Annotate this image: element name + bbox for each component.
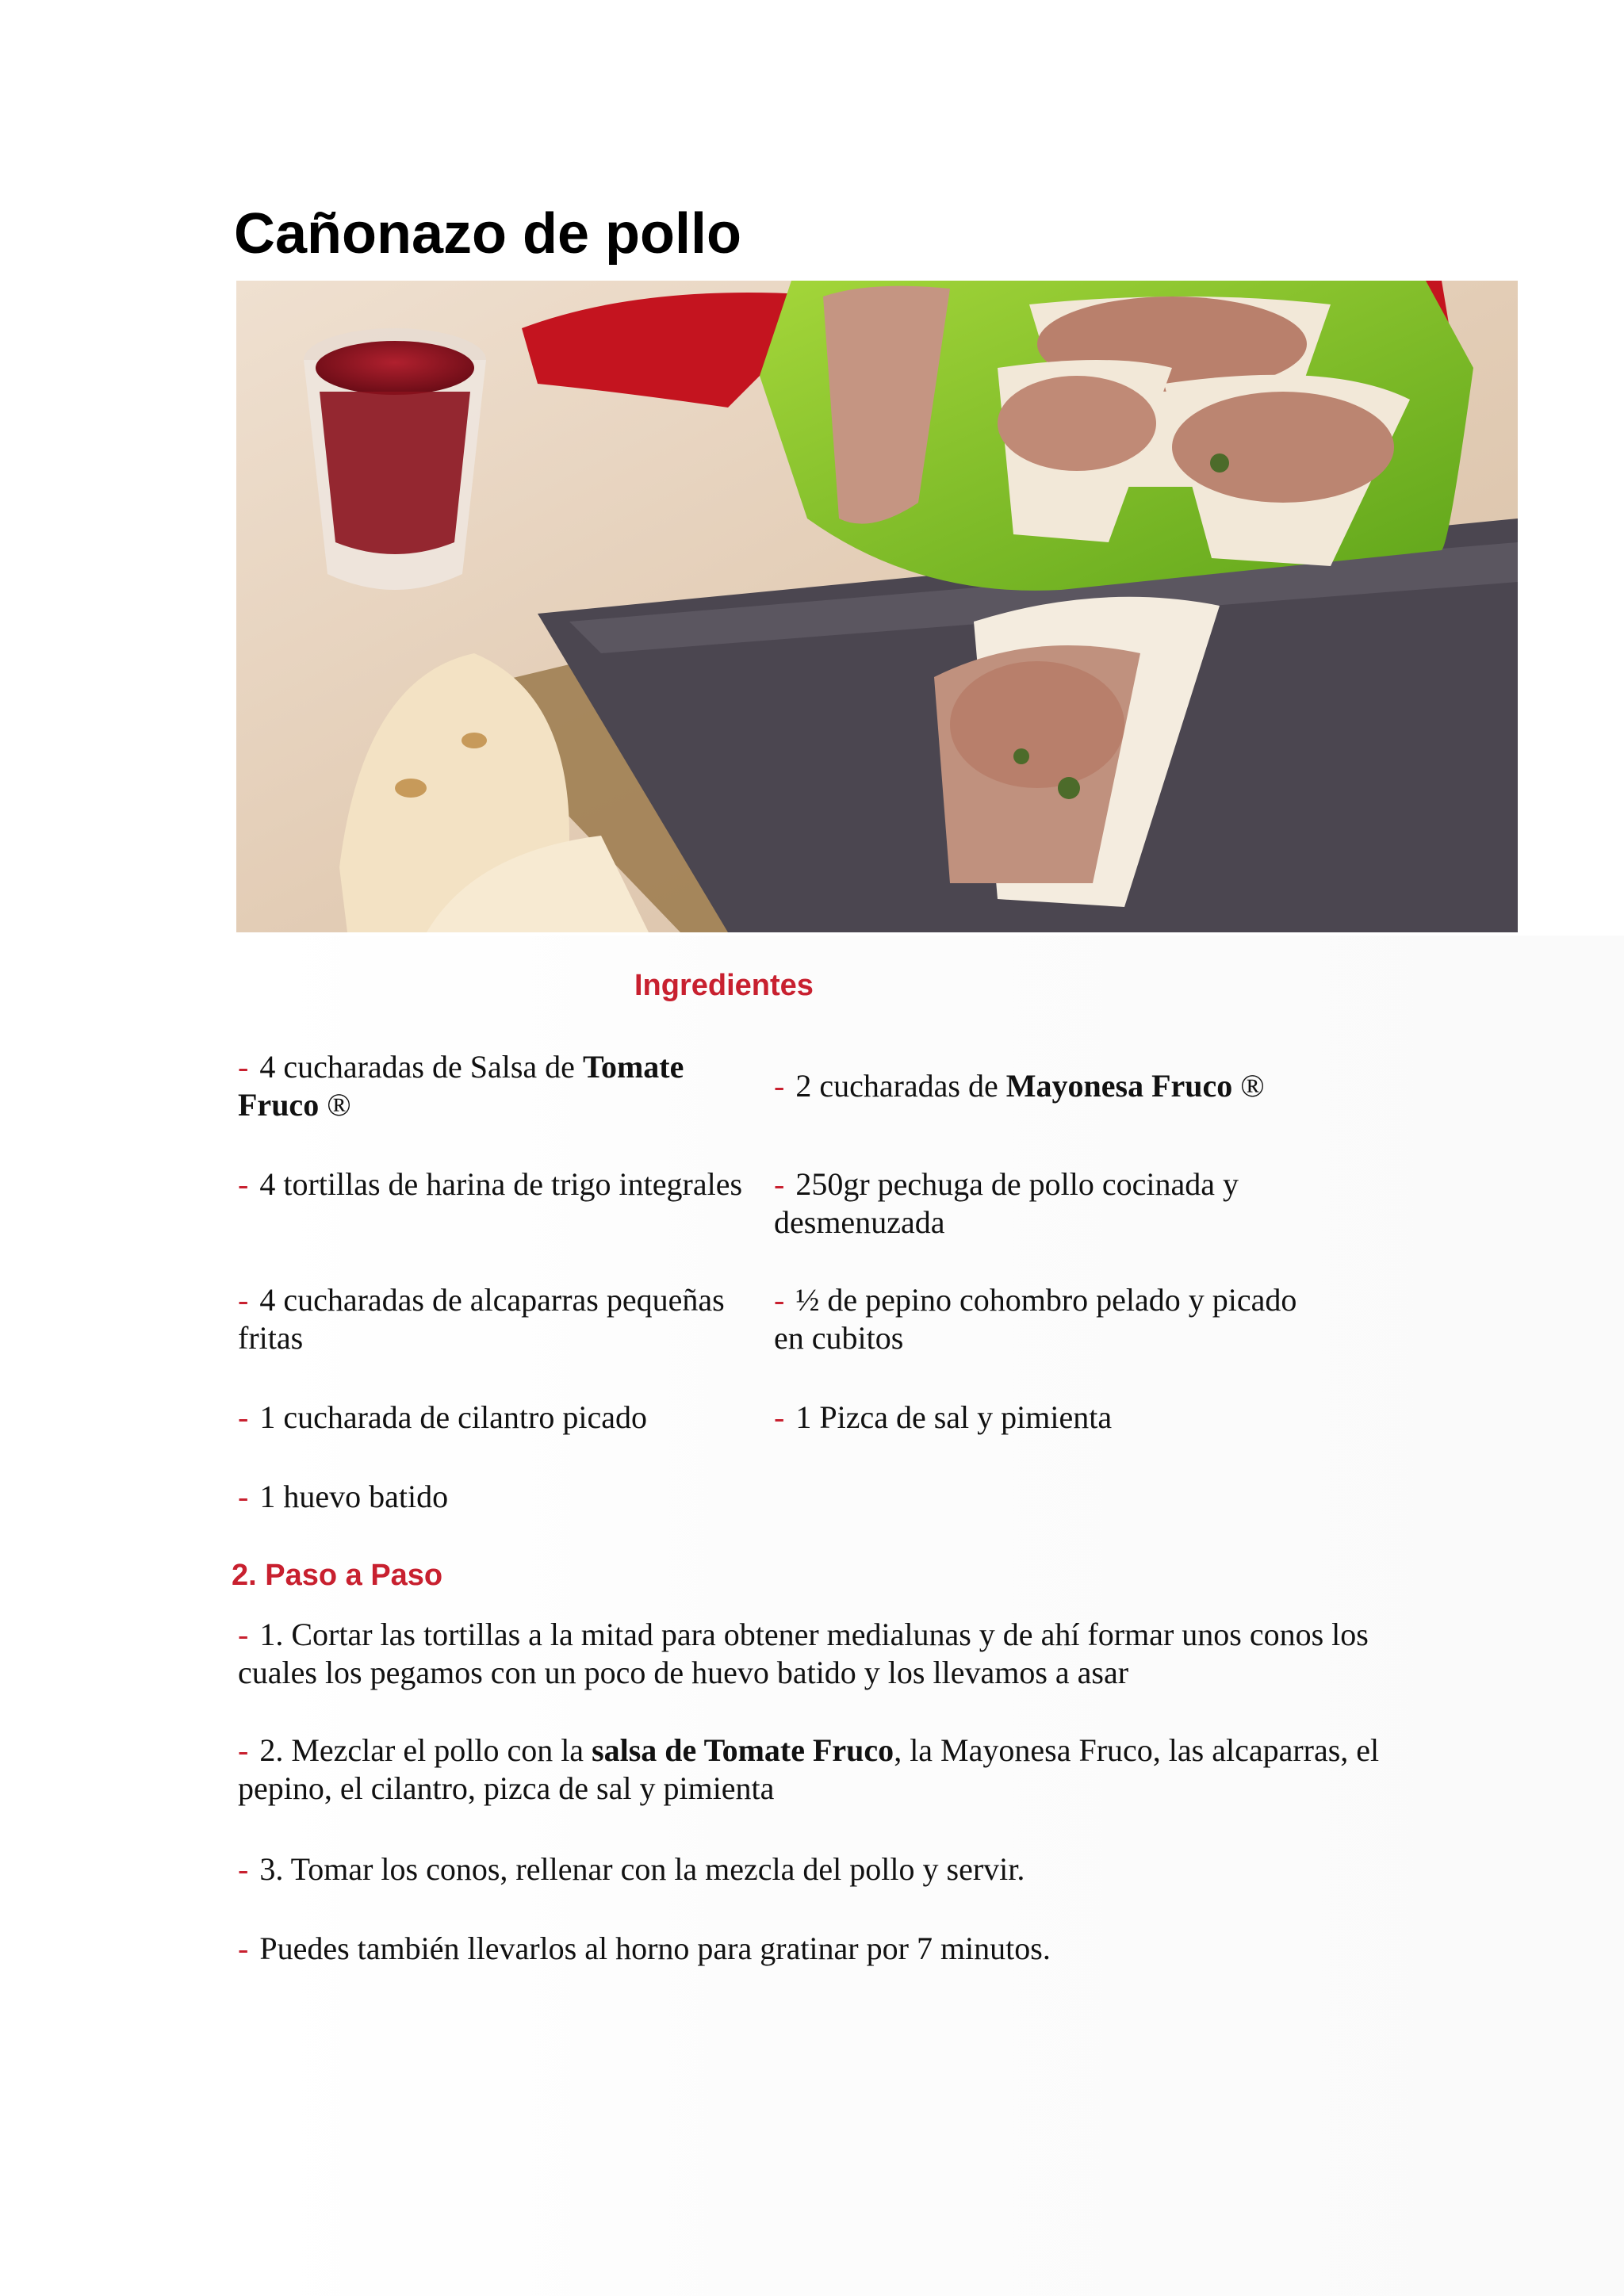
bullet-dash: - <box>774 1282 785 1318</box>
step-item <box>238 1616 1404 1692</box>
ingredient-text: 2 cucharadas de <box>795 1068 1006 1104</box>
ingredient-item <box>238 1399 761 1437</box>
ingredients-heading: Ingredientes <box>634 969 814 1002</box>
brand-name: salsa de Tomate Fruco <box>592 1732 894 1768</box>
bullet-dash: - <box>774 1068 785 1104</box>
ingredient-text: ½ de pepino cohombro pelado y picado en cubitos <box>774 1282 1297 1356</box>
step-text: 2. Mezclar el pollo con la <box>259 1732 592 1768</box>
step-text: Puedes también llevarlos al horno para gratinar por 7 minutos. <box>259 1931 1051 1966</box>
brand-name: Mayonesa Fruco <box>1005 1068 1233 1104</box>
ingredient-text: 1 Pizca de sal y pimienta <box>795 1399 1113 1435</box>
ingredient-text: 4 cucharadas de Salsa de <box>259 1049 583 1085</box>
step-text: , la Mayonesa Fruco, las alcaparras, el pepino, el cilantro, pizca de sal y pimienta <box>238 1732 1380 1806</box>
bullet-dash: - <box>238 1166 249 1202</box>
recipe-photo-icon <box>236 281 1518 932</box>
recipe-photo <box>236 281 1518 932</box>
ingredient-item <box>238 1165 761 1203</box>
ingredient-text: 1 cucharada de cilantro picado <box>259 1399 647 1435</box>
ingredient-item <box>238 1478 761 1516</box>
bullet-dash: - <box>238 1732 249 1768</box>
bullet-dash: - <box>238 1479 249 1514</box>
bullet-dash: - <box>238 1851 249 1887</box>
bullet-dash: - <box>238 1049 249 1085</box>
step-text: 3. Tomar los conos, rellenar con la mezcla del pollo y servir. <box>259 1851 1025 1887</box>
ingredient-text: 4 tortillas de harina de trigo integrales <box>259 1166 743 1202</box>
ingredient-item <box>238 1048 761 1124</box>
step-item <box>238 1850 1404 1888</box>
bullet-dash: - <box>238 1617 249 1652</box>
ingredient-text: 1 huevo batido <box>259 1479 449 1514</box>
bullet-dash: - <box>774 1166 785 1202</box>
steps-heading: 2. Paso a Paso <box>232 1559 443 1592</box>
step-item <box>238 1732 1404 1808</box>
ingredient-text: 4 cucharadas de alcaparras pequeñas fritas <box>238 1282 725 1356</box>
ingredient-item <box>774 1067 1297 1105</box>
brand-name: Tomate Fruco <box>238 1049 684 1123</box>
bullet-dash: - <box>238 1282 249 1318</box>
step-item <box>238 1930 1404 1968</box>
ingredient-text: ® <box>1232 1068 1265 1104</box>
page-title: Cañonazo de pollo <box>234 202 741 266</box>
ingredient-item <box>238 1281 761 1357</box>
bullet-dash: - <box>238 1399 249 1435</box>
ingredient-item <box>774 1281 1297 1357</box>
ingredient-item <box>774 1399 1297 1437</box>
ingredient-text: ® <box>319 1087 351 1123</box>
step-text: 1. Cortar las tortillas a la mitad para obtener medialunas y de ahí formar unos conos los cuales los pegamos con un poco de huevo batido y los llevamos a asar <box>238 1617 1369 1690</box>
bullet-dash: - <box>774 1399 785 1435</box>
ingredient-text: 250gr pechuga de pollo cocinada y desmenuzada <box>774 1166 1239 1240</box>
ingredient-item <box>774 1165 1297 1242</box>
bullet-dash: - <box>238 1931 249 1966</box>
